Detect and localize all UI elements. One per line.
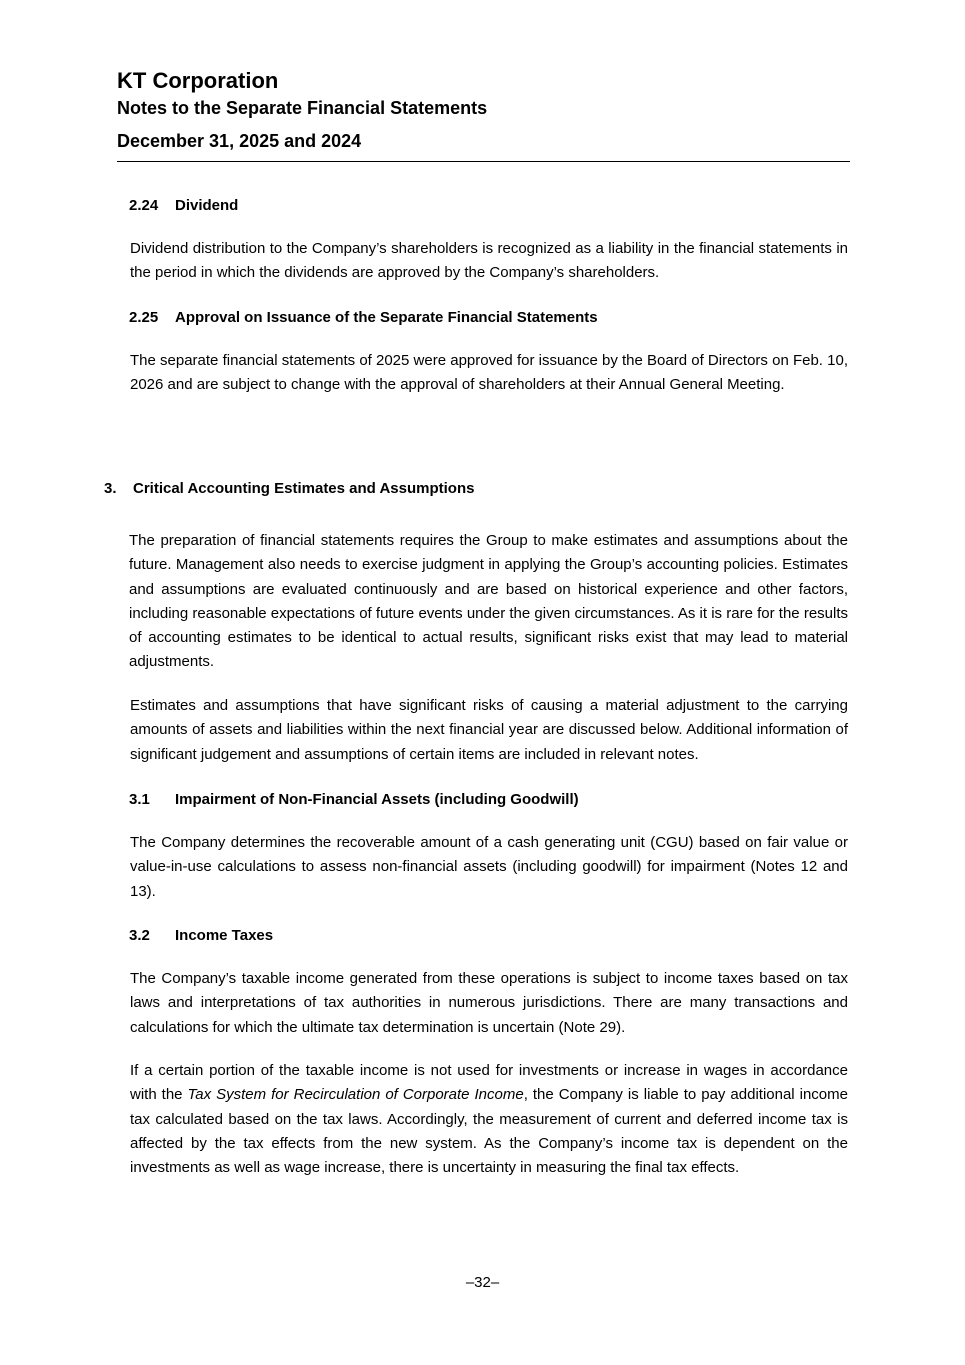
section-heading-3 bbox=[104, 479, 474, 499]
section-heading-2-24 bbox=[129, 196, 238, 216]
section-heading-3-1 bbox=[129, 790, 579, 810]
section-heading-2-25 bbox=[129, 308, 598, 328]
section-number: 3. bbox=[104, 480, 117, 497]
paragraph-approval: The separate financial statements of 2025 were approved for issuance by the Board of Directors on Feb. 10, 2026 and are subject to change with the approval of shareholders at their Annual General Meeting. bbox=[130, 352, 848, 394]
paragraph-impairment: The Company determines the recoverable amount of a cash generating unit (CGU) based on fair value or value-in-use calculations to assess non-financial assets (including goodwill) for impairment (Notes 12 and 13). bbox=[130, 834, 848, 900]
section-title: Dividend bbox=[175, 197, 239, 214]
section-number: 3.2 bbox=[129, 927, 150, 944]
section-title: Income Taxes bbox=[175, 927, 274, 944]
section-heading-3-2 bbox=[129, 926, 273, 946]
page-number: –32– bbox=[465, 1274, 500, 1291]
section-title: Critical Accounting Estimates and Assumptions bbox=[133, 480, 475, 497]
document-subtitle: Notes to the Separate Financial Statements bbox=[117, 98, 488, 118]
paragraph-text-part: If a certain portion of the taxable income is not used for investments or increase in wages in accordance with the bbox=[130, 1062, 848, 1104]
section-title: Impairment of Non-Financial Assets (including Goodwill) bbox=[175, 791, 579, 808]
document-header bbox=[117, 66, 850, 153]
paragraph-text-part: , the Company is liable to pay additional income tax calculated based on the tax laws. Accordingly, the measurement of current and deferred income tax is affected by the tax effects from the new system. As the Company’s income tax is dependent on the investments as well as wage increase, there is uncertainty in measuring the final tax effects. bbox=[130, 1086, 848, 1177]
document-date: December 31, 2025 and 2024 bbox=[117, 131, 362, 151]
section-number: 3.1 bbox=[129, 791, 150, 808]
section-title: Approval on Issuance of the Separate Financial Statements bbox=[175, 309, 598, 326]
paragraph-dividend: Dividend distribution to the Company’s shareholders is recognized as a liability in the financial statements in the period in which the dividends are approved by the Company’s shareholders. bbox=[130, 240, 848, 282]
paragraph-estimates-risks: Estimates and assumptions that have significant risks of causing a material adjustment to the carrying amounts of assets and liabilities within the next financial year are discussed below. Additional information of significant judgement and assumptions of certain items are included in relevant notes. bbox=[130, 697, 848, 763]
section-number: 2.24 bbox=[129, 197, 159, 214]
section-number: 2.25 bbox=[129, 309, 159, 326]
company-name: KT Corporation bbox=[117, 68, 279, 93]
paragraph-income-taxes: The Company’s taxable income generated from these operations is subject to income taxes based on tax laws and interpretations of tax authorities in numerous jurisdictions. There are many transactions and calculations for which the ultimate tax determination is uncertain (Note 29). bbox=[130, 970, 848, 1036]
tax-system-name: Tax System for Recirculation of Corporate Income bbox=[187, 1086, 524, 1104]
paragraph-estimates-intro: The preparation of financial statements requires the Group to make estimates and assumptions about the future. Management also needs to exercise judgment in applying the Group’s accounting policies. Estimates and assumptions are evaluated continuously and are based on historical experience and other factors, including reasonable expectations of future events under the given circumstances. As it is rare for the results of accounting estimates to be identical to actual results, significant risks exist that may lead to material adjustments. bbox=[129, 532, 848, 671]
paragraph-tax-recirculation bbox=[130, 1059, 848, 1180]
header-divider bbox=[117, 161, 850, 162]
